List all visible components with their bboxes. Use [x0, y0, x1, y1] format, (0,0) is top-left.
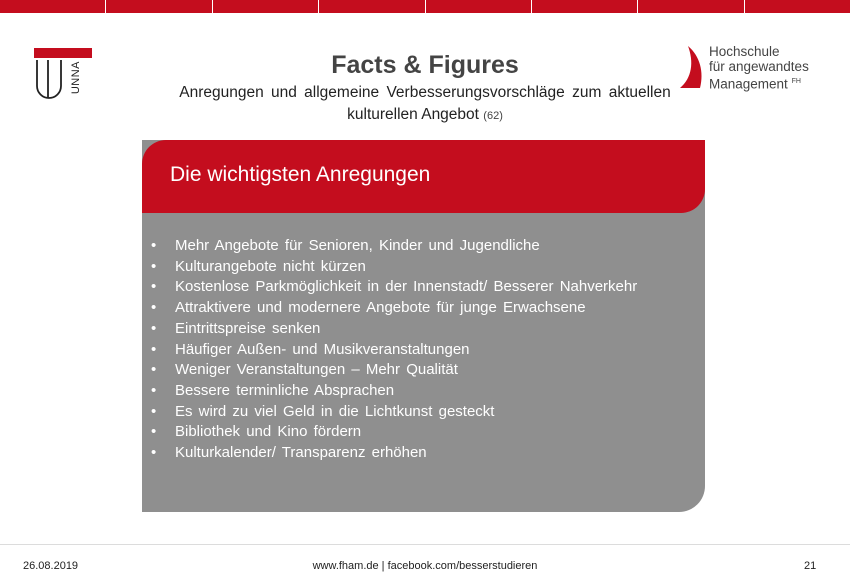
hfam-line-1: Hochschule [709, 44, 780, 59]
hfam-sail-icon [678, 44, 710, 90]
hfam-line-2: für angewandtes [709, 59, 809, 74]
page-number: 21 [804, 560, 817, 572]
response-count: (62) [483, 110, 503, 122]
list-item: • Es wird zu viel Geld in die Lichtkunst gesteckt [146, 402, 686, 423]
list-item: • Bessere terminliche Absprachen [146, 381, 686, 402]
subtitle-line-2 [150, 106, 700, 124]
suggestions-panel-header [142, 140, 705, 213]
hfam-suffix: FH [791, 78, 801, 85]
hfam-line-3 [709, 74, 809, 92]
list-item: • Weniger Veranstaltungen – Mehr Qualität [146, 360, 686, 381]
list-item: • Mehr Angebote für Senioren, Kinder und Jugendliche [146, 236, 686, 257]
list-item: • Attraktivere und modernere Angebote für junge Erwachsene [146, 298, 686, 319]
list-item: • Häufiger Außen- und Musikveranstaltungen [146, 340, 686, 361]
list-item: • Eintrittspreise senken [146, 319, 686, 340]
suggestions-list [146, 236, 686, 464]
page-title: Facts & Figures [331, 51, 519, 79]
subtitle-line-2-text: kulturellen Angebot [347, 106, 479, 123]
list-item: • Kulturangebote nicht kürzen [146, 257, 686, 278]
list-item: • Bibliothek und Kino fördern [146, 422, 686, 443]
footer-divider [0, 544, 850, 545]
list-item: • Kulturkalender/ Transparenz erhöhen [146, 443, 686, 464]
subtitle-line-1: Anregungen und allgemeine Verbesserungsvorschläge zum aktuellen [179, 84, 671, 101]
hfam-logo [678, 44, 828, 92]
footer-date: 26.08.2019 [23, 560, 79, 572]
list-item: • Kostenlose Parkmöglichkeit in der Innenstadt/ Besserer Nahverkehr [146, 277, 645, 298]
hfam-line-3-text: Management [709, 76, 788, 92]
top-accent-bar [0, 0, 850, 13]
unna-logo-text: UNNA [70, 61, 82, 95]
panel-title: Die wichtigsten Anregungen [170, 163, 431, 186]
footer-links: www.fham.de | facebook.com/besserstudieren [312, 560, 538, 572]
hfam-logo-text [709, 44, 809, 92]
